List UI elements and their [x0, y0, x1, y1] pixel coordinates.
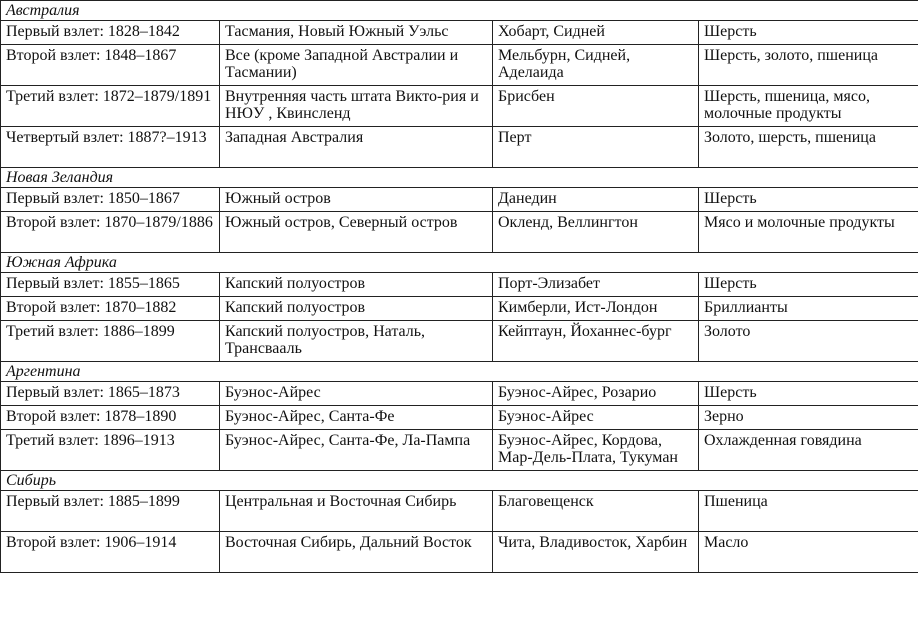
- period-cell: Второй взлет: 1906–1914: [1, 532, 220, 573]
- product-cell: Масло: [699, 532, 918, 573]
- region-cell: Центральная и Восточная Сибирь: [220, 491, 493, 532]
- section-title: Аргентина: [1, 362, 918, 382]
- region-cell: Капский полуостров: [220, 297, 493, 321]
- table-row: [1, 273, 918, 297]
- section-title: Австралия: [1, 1, 918, 21]
- region-cell: Внутренняя часть штата Викто-рия и НЮУ , Квинсленд: [220, 86, 493, 127]
- product-cell: Мясо и молочные продукты: [699, 212, 918, 253]
- product-cell: Пшеница: [699, 491, 918, 532]
- period-cell: Четвертый взлет: 1887?–1913: [1, 127, 220, 168]
- product-cell: Золото, шерсть, пшеница: [699, 127, 918, 168]
- table-row: [1, 21, 918, 45]
- region-cell: Тасмания, Новый Южный Уэльс: [220, 21, 493, 45]
- period-cell: Первый взлет: 1865–1873: [1, 382, 220, 406]
- city-cell: Буэнос-Айрес, Розарио: [493, 382, 699, 406]
- region-cell: Западная Австралия: [220, 127, 493, 168]
- region-cell: Буэнос-Айрес, Санта-Фе, Ла-Пампа: [220, 430, 493, 471]
- section-header-row: [1, 168, 918, 188]
- city-cell: Кейптаун, Йоханнес-бург: [493, 321, 699, 362]
- region-cell: Восточная Сибирь, Дальний Восток: [220, 532, 493, 573]
- period-cell: Второй взлет: 1878–1890: [1, 406, 220, 430]
- table-row: [1, 45, 918, 86]
- product-cell: Охлажденная говядина: [699, 430, 918, 471]
- period-cell: Третий взлет: 1872–1879/1891: [1, 86, 220, 127]
- section-title: Сибирь: [1, 471, 918, 491]
- section-header-row: [1, 362, 918, 382]
- table-row: [1, 406, 918, 430]
- city-cell: Брисбен: [493, 86, 699, 127]
- table-row: [1, 321, 918, 362]
- product-cell: Шерсть: [699, 273, 918, 297]
- city-cell: Перт: [493, 127, 699, 168]
- city-cell: Окленд, Веллингтон: [493, 212, 699, 253]
- table-row: [1, 491, 918, 532]
- region-cell: Южный остров: [220, 188, 493, 212]
- region-cell: Капский полуостров: [220, 273, 493, 297]
- product-cell: Зерно: [699, 406, 918, 430]
- table-row: [1, 532, 918, 573]
- section-title: Новая Зеландия: [1, 168, 918, 188]
- city-cell: Буэнос-Айрес, Кордова, Мар-Дель-Плата, Тукуман: [493, 430, 699, 471]
- city-cell: Чита, Владивосток, Харбин: [493, 532, 699, 573]
- table-row: [1, 212, 918, 253]
- period-cell: Второй взлет: 1870–1879/1886: [1, 212, 220, 253]
- period-cell: Третий взлет: 1886–1899: [1, 321, 220, 362]
- table-row: [1, 382, 918, 406]
- city-cell: Буэнос-Айрес: [493, 406, 699, 430]
- period-cell: Третий взлет: 1896–1913: [1, 430, 220, 471]
- city-cell: Благовещенск: [493, 491, 699, 532]
- period-cell: Второй взлет: 1870–1882: [1, 297, 220, 321]
- city-cell: Мельбурн, Сидней, Аделаида: [493, 45, 699, 86]
- table-row: [1, 430, 918, 471]
- city-cell: Кимберли, Ист-Лондон: [493, 297, 699, 321]
- section-header-row: [1, 471, 918, 491]
- period-cell: Первый взлет: 1828–1842: [1, 21, 220, 45]
- region-cell: Буэнос-Айрес, Санта-Фе: [220, 406, 493, 430]
- table-row: [1, 297, 918, 321]
- product-cell: Шерсть, золото, пшеница: [699, 45, 918, 86]
- product-cell: Золото: [699, 321, 918, 362]
- region-cell: Буэнос-Айрес: [220, 382, 493, 406]
- section-title: Южная Африка: [1, 253, 918, 273]
- period-cell: Первый взлет: 1885–1899: [1, 491, 220, 532]
- product-cell: Шерсть: [699, 382, 918, 406]
- region-cell: Капский полуостров, Наталь, Трансвааль: [220, 321, 493, 362]
- product-cell: Шерсть: [699, 21, 918, 45]
- period-cell: Первый взлет: 1850–1867: [1, 188, 220, 212]
- period-cell: Первый взлет: 1855–1865: [1, 273, 220, 297]
- period-cell: Второй взлет: 1848–1867: [1, 45, 220, 86]
- table-row: [1, 127, 918, 168]
- section-header-row: [1, 253, 918, 273]
- product-cell: Шерсть: [699, 188, 918, 212]
- table-row: [1, 188, 918, 212]
- city-cell: Порт-Элизабет: [493, 273, 699, 297]
- product-cell: Шерсть, пшеница, мясо, молочные продукты: [699, 86, 918, 127]
- region-cell: Южный остров, Северный остров: [220, 212, 493, 253]
- section-header-row: [1, 1, 918, 21]
- city-cell: Данедин: [493, 188, 699, 212]
- table-row: [1, 86, 918, 127]
- city-cell: Хобарт, Сидней: [493, 21, 699, 45]
- region-cell: Все (кроме Западной Австралии и Тасмании): [220, 45, 493, 86]
- product-cell: Бриллианты: [699, 297, 918, 321]
